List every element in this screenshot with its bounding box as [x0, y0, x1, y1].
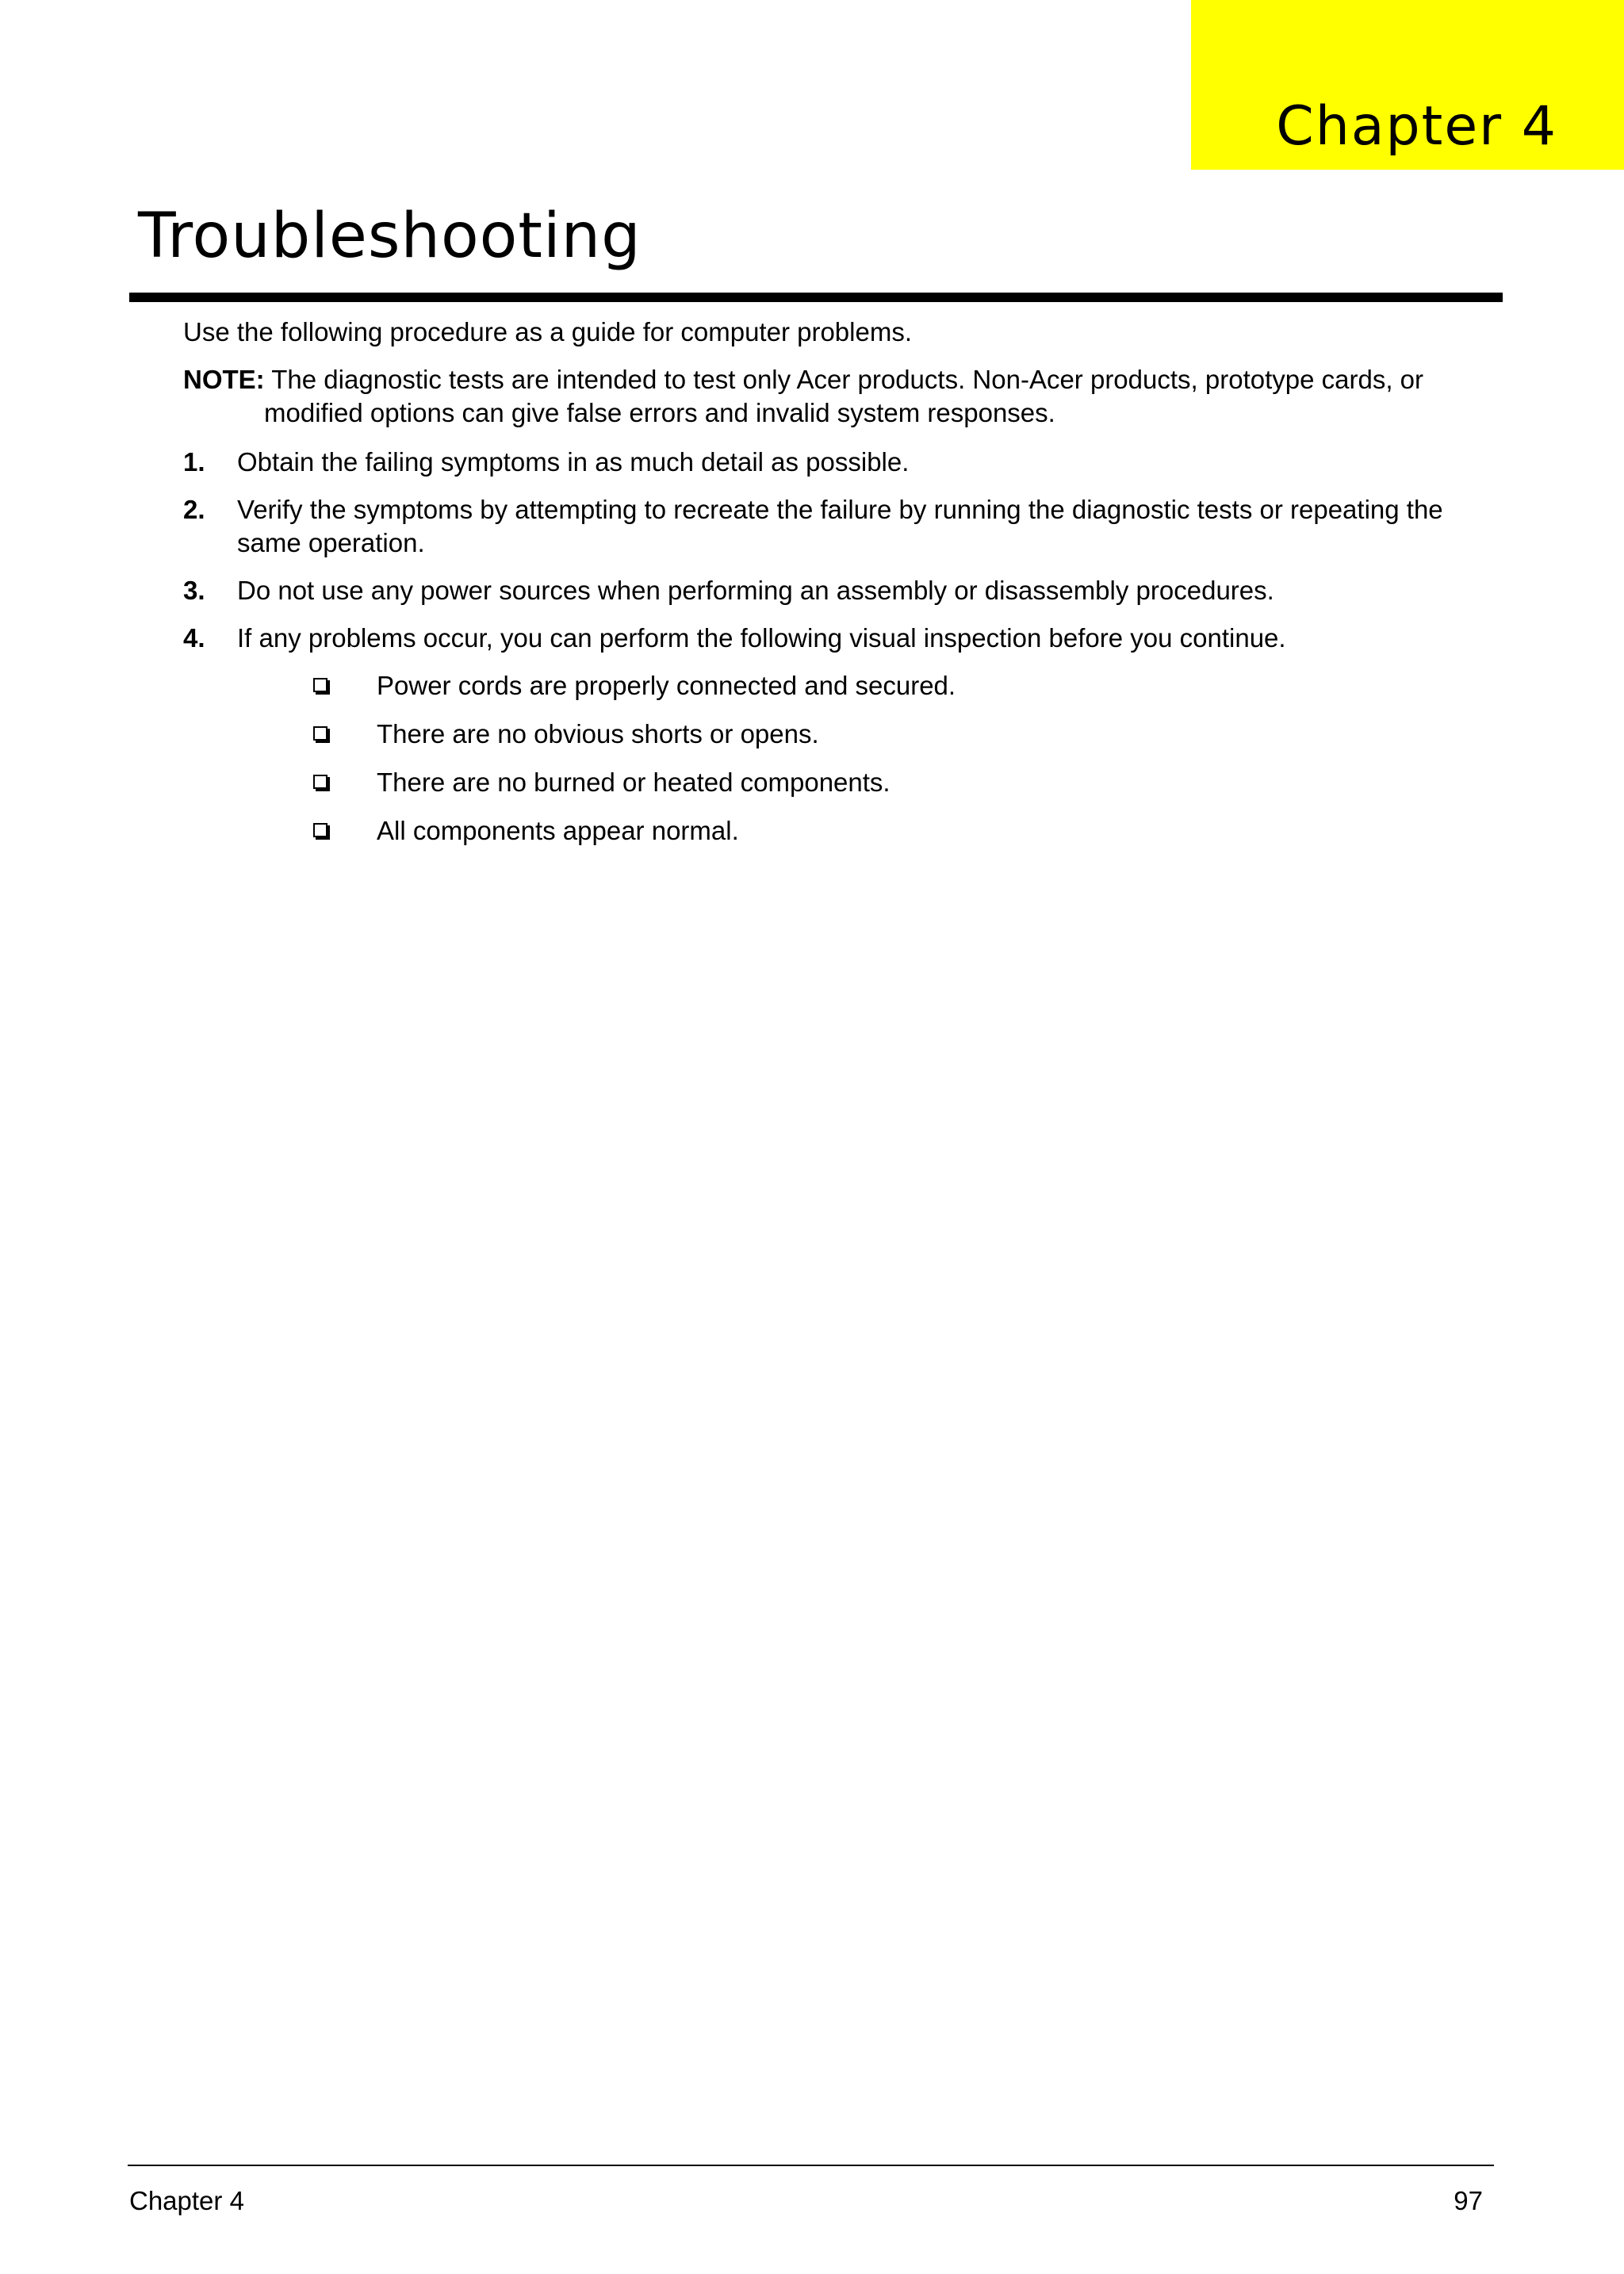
step-number: 2.: [183, 495, 205, 524]
step-item: [183, 574, 1484, 607]
step-text: Obtain the failing symptoms in as much detail as possible.: [237, 447, 910, 477]
chapter-tab: [1191, 0, 1624, 170]
step-text: If any problems occur, you can perform the following visual inspection before you continue.: [237, 623, 1286, 653]
procedure-steps: [183, 446, 1484, 848]
page-content: [183, 316, 1484, 863]
step-item: [183, 446, 1484, 479]
checklist-item: [237, 766, 1484, 799]
chapter-tab-label: Chapter 4: [1276, 95, 1557, 158]
footer-divider: [128, 2165, 1494, 2166]
page-title: Troubleshooting: [138, 201, 642, 272]
note-label: NOTE:: [183, 365, 265, 394]
step-text: Verify the symptoms by attempting to recreate the failure by running the diagnostic tests or repeating the same operation.: [237, 495, 1443, 557]
checkbox-bullet-icon: [313, 726, 327, 741]
checklist-item: [237, 814, 1484, 848]
step-item: [183, 493, 1484, 560]
step-number: 4.: [183, 623, 205, 653]
note-paragraph: [183, 363, 1484, 430]
inspection-checklist: [237, 669, 1484, 848]
step-item: [183, 622, 1484, 848]
checklist-item: [237, 669, 1484, 702]
step-number: 3.: [183, 576, 205, 605]
footer-chapter-label: Chapter 4: [129, 2186, 244, 2215]
checkbox-bullet-icon: [313, 678, 327, 692]
checkbox-bullet-icon: [313, 775, 327, 789]
note-text: The diagnostic tests are intended to test only Acer products. Non-Acer products, prototype cards, or modified options can give false errors and invalid system responses.: [264, 365, 1424, 427]
checklist-text: Power cords are properly connected and secured.: [377, 671, 956, 700]
step-text: Do not use any power sources when performing an assembly or disassembly procedures.: [237, 576, 1274, 605]
checklist-text: There are no burned or heated components.: [377, 768, 891, 797]
checklist-item: [237, 718, 1484, 751]
checklist-text: There are no obvious shorts or opens.: [377, 719, 819, 748]
title-divider: [129, 293, 1503, 302]
checkbox-bullet-icon: [313, 823, 327, 837]
checklist-text: All components appear normal.: [377, 816, 739, 845]
intro-paragraph: Use the following procedure as a guide for computer problems.: [183, 317, 912, 346]
footer-page-number: 97: [1454, 2186, 1483, 2215]
step-number: 1.: [183, 447, 205, 477]
